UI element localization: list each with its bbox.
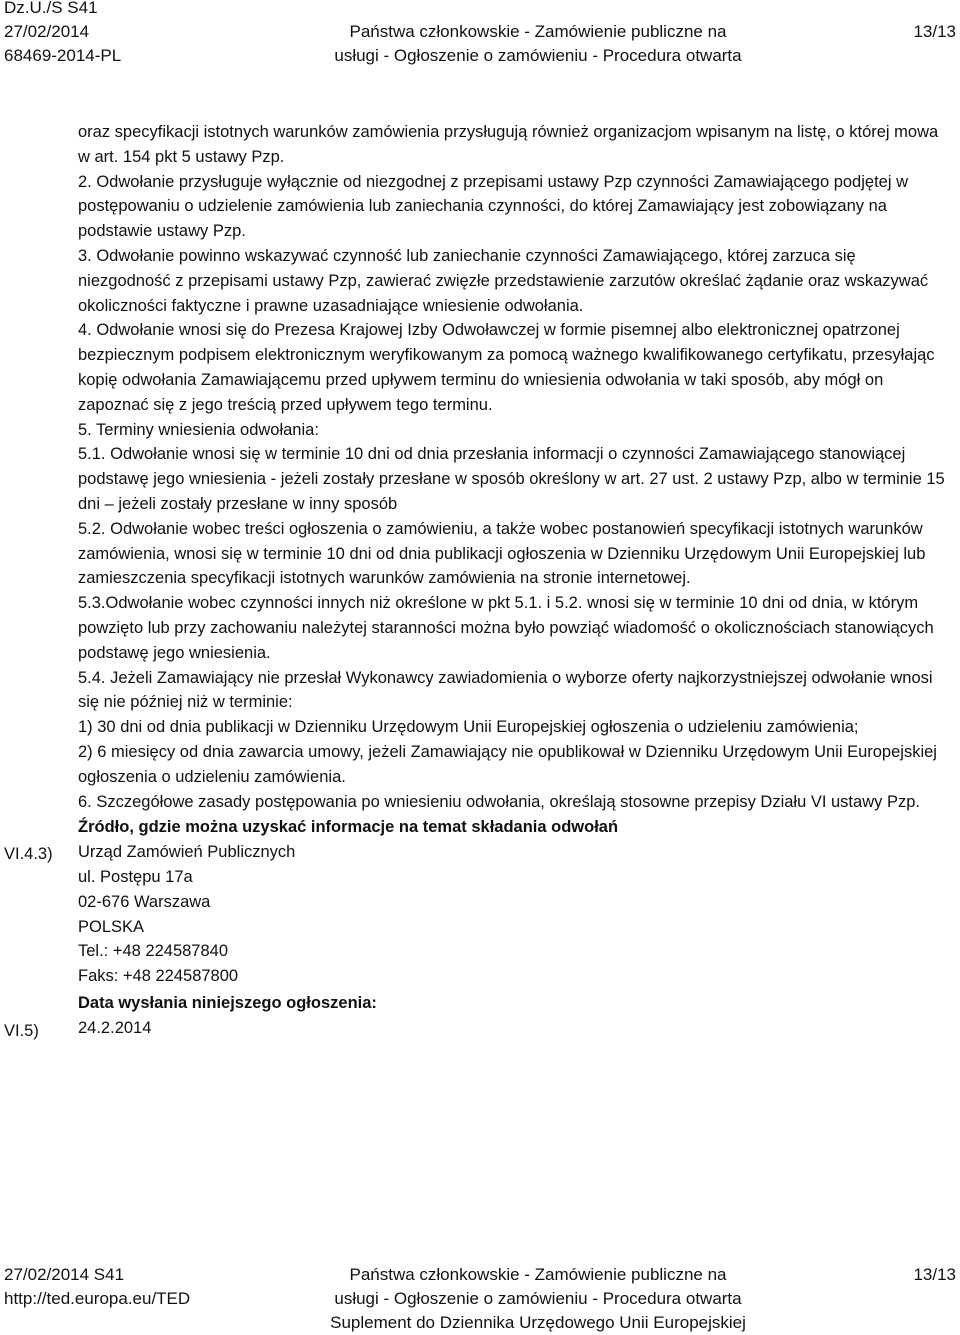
section-heading: Źródło, gdzie można uzyskać informacje na temat składania odwołań	[78, 818, 619, 837]
paragraph: oraz specyfikacji istotnych warunków zamówienia przysługują również organizacjom wpisanym na listę, o której mowa w art. 154 pkt 5 ustawy Pzp.	[78, 123, 939, 166]
paragraph: 5.4. Jeżeli Zamawiający nie przesłał Wykonawcy zawiadomienia o wyborze oferty najkorzystniejszej odwołanie wnosi się nie później niż w terminie:	[78, 668, 933, 712]
dispatch-date: 24.2.2014	[78, 1018, 152, 1037]
fax-line: Faks: +48 224587800	[78, 967, 239, 986]
footer-title-line-3: Suplement do Dziennika Urzędowego Unii Europejskiej	[330, 1313, 746, 1332]
paragraph: 3. Odwołanie powinno wskazywać czynność lub zaniechanie czynności Zamawiającego, której zarzuca się niezgodność z przepisami ustawy Pzp, zawierać zwięzłe przedstawienie zarzutów określać żądanie oraz wskazywać okoliczności faktyczne i prawne uzasadniające wniesienie odwołania.	[78, 246, 929, 315]
address-line: Urząd Zamówień Publicznych	[78, 843, 296, 862]
paragraph: 5.1. Odwołanie wnosi się w terminie 10 dni od dnia przesłania informacji o czynności Zamawiającego stanowiącej podstawę jego wniesienia - jeżeli zostały przesłane w sposób określony w art. 27 ust. 2 ustawy Pzp, albo w terminie 15 dni – jeżeli zostały przesłane w inny sposób	[78, 445, 945, 513]
header-page-number: 13/13	[913, 22, 956, 41]
address-line: 02-676 Warszawa	[78, 892, 211, 911]
footer-date-issue: 27/02/2014 S41	[4, 1265, 125, 1284]
paragraph: 4. Odwołanie wnosi się do Prezesa Krajowej Izby Odwoławczej w formie pisemnej albo elektronicznej opatrzonej bezpiecznym podpisem elektronicznym weryfikowanym za pomocą ważnego kwalifikowanego certyfikatu, przesyłając kopię odwołania Zamawiającemu przed upływem terminu do wniesienia odwołania w taki sposób, aby mógł on zapoznać się z jego treścią przed upływem tego terminu.	[78, 321, 935, 414]
header-journal: Dz.U./S S41	[4, 0, 98, 17]
address-line: ul. Postępu 17a	[78, 867, 193, 886]
header-title-line-1: Państwa członkowskie - Zamówienie publiczne na	[349, 22, 727, 41]
section-label-vi-4-3: VI.4.3)	[4, 845, 53, 863]
paragraph: 2) 6 miesięcy od dnia zawarcia umowy, jeżeli Zamawiający nie opublikował w Dzienniku Urzędowym Unii Europejskiej ogłoszenia o udzieleniu zamówienia.	[78, 742, 937, 786]
paragraph: 1) 30 dni od dnia publikacji w Dzienniku Urzędowym Unii Europejskiej ogłoszenia o udzieleniu zamówienia;	[78, 718, 859, 737]
address-line: POLSKA	[78, 917, 145, 936]
section-heading: Data wysłania niniejszego ogłoszenia:	[78, 993, 377, 1012]
phone-line: Tel.: +48 224587840	[78, 942, 229, 961]
paragraph: 6. Szczegółowe zasady postępowania po wniesieniu odwołania, określają stosowne przepisy Działu VI ustawy Pzp.	[78, 792, 920, 811]
section-label-vi-5: VI.5)	[4, 1022, 39, 1040]
footer-url[interactable]: http://ted.europa.eu/TED	[4, 1289, 191, 1308]
header-notice-number: 68469-2014-PL	[4, 46, 122, 65]
footer-title-line-1: Państwa członkowskie - Zamówienie publiczne na	[349, 1265, 727, 1284]
header-title-line-2: usługi - Ogłoszenie o zamówieniu - Procedura otwarta	[334, 46, 742, 65]
document-body	[78, 120, 950, 1040]
footer-page-number: 13/13	[913, 1265, 956, 1284]
section-vi-4-3	[78, 815, 950, 989]
section-vi-5	[78, 991, 950, 1041]
paragraph: 5.3.Odwołanie wobec czynności innych niż określone w pkt 5.1. i 5.2. wnosi się w terminie 10 dni od dnia, w którym powzięto lub przy zachowaniu należytej staranności można było powziąć wiadomość o okolicznościach stanowiących podstawę jego wniesienia.	[78, 594, 934, 662]
paragraph: 2. Odwołanie przysługuje wyłącznie od niezgodnej z przepisami ustawy Pzp czynności Zamawiającego podjętej w postępowaniu o udzielenie zamówienia lub zaniechania czynności, do której Zamawiający jest zobowiązany na podstawie ustawy Pzp.	[78, 172, 909, 241]
paragraph: 5.2. Odwołanie wobec treści ogłoszenia o zamówieniu, a także wobec postanowień specyfikacji istotnych warunków zamówienia, wnosi się w terminie 10 dni od dnia publikacji ogłoszenia w Dzienniku Urzędowym Unii Europejskiej lub zamieszczenia specyfikacji istotnych warunków zamówienia na stronie internetowej.	[78, 519, 926, 588]
header-date: 27/02/2014	[4, 22, 90, 41]
paragraph: 5. Terminy wniesienia odwołania:	[78, 420, 319, 439]
footer-title-line-2: usługi - Ogłoszenie o zamówieniu - Procedura otwarta	[334, 1289, 742, 1308]
